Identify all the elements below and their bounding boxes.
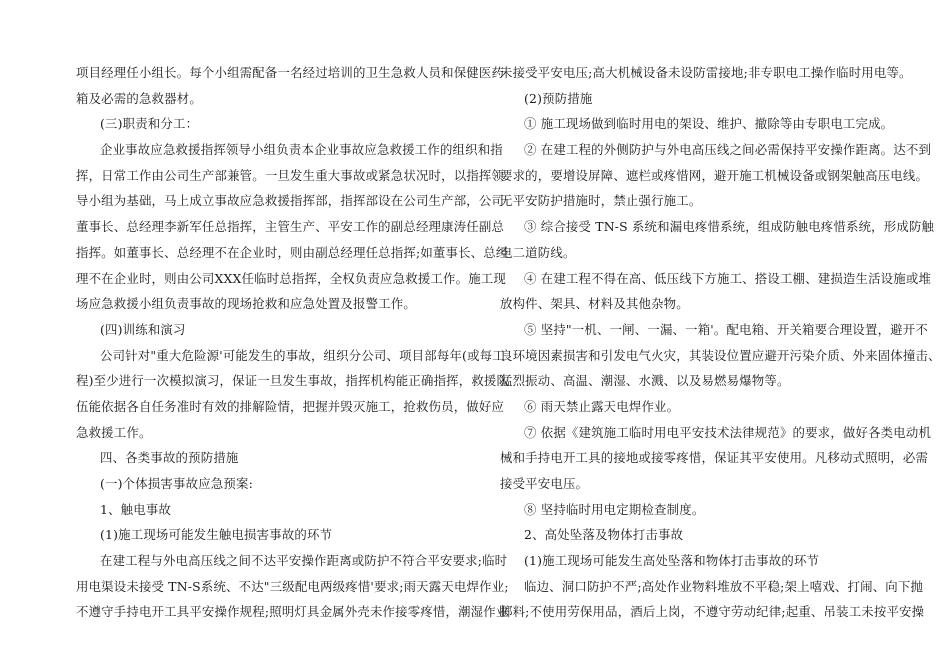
text-line: 未接受平安电压;高大机械设备未设防雷接地;非专职电工操作临时用电等。 (500, 65, 912, 80)
text-line: 导小组为基础，马上成立事故应急救援指挥部，指挥部设在公司生产部，公司 (76, 193, 505, 209)
text-line: 挥，日常工作由公司生产部兼管。一旦发生重大事故或紧急状况时，以指挥领 (76, 167, 505, 183)
text-line: 箱及必需的急救器材。 (76, 90, 202, 106)
text-line: 良环境因素损害和引发电气火灾，其装设位置应避开污染介质、外来固体撞击、 (500, 347, 941, 363)
text-line: 1、触电事故 (100, 501, 172, 517)
text-line: 无平安防护措施时，禁止强行施工。 (500, 193, 702, 209)
text-line: 董事长、总经理李新军任总指挥，主管生产、平安工作的副总经理康涛任副总 (76, 219, 505, 235)
left-column (76, 60, 510, 625)
text-line: 2、高处坠落及物体打击事故 (524, 527, 684, 543)
text-line: 伍能依据各自任务准时有效的排解险情，把握并毁灭施工，抢救伤员，做好应 (76, 398, 505, 414)
text-line: 猛烈振动、高温、潮湿、水溅、以及易燃易爆物等。 (500, 373, 790, 389)
text-line: 不遵守手持电开工具平安操作规程;照明灯具金属外壳未作接零疼惜，潮湿作业 (76, 604, 509, 620)
text-line: 电二道防线。 (500, 244, 576, 260)
text-line: 四、各类事故的预防措施 (100, 450, 239, 466)
text-line: 企业事故应急救援指挥领导小组负责本企业事故应急救援工作的组织和指 (100, 142, 503, 158)
text-line: 临边、洞口防护不严;高处作业物料堆放不平稳;架上嘻戏、打闹、向下抛 (524, 578, 924, 594)
text-line: (四)训练和演习 (100, 321, 186, 337)
text-line: 接受平安电压。 (500, 476, 589, 491)
text-line: 理不在企业时，则由公司XXX任临时总指挥，全权负责应急救援工作。施工现 (76, 270, 506, 286)
text-line: (2)预防措施 (524, 90, 593, 106)
text-line: (1)施工现场可能发生触电损害事故的环节 (100, 527, 333, 543)
text-line: 急救援工作。 (76, 424, 152, 440)
text-line: 械和手持电开工具的接地或接零疼惜，保证其平安使用。凡移动式照明，必需 (500, 450, 929, 466)
text-line: ① 施工现场做到临时用电的架设、维护、撤除等由专职电工完成。 (524, 116, 894, 132)
text-line: (三)职责和分工： (100, 116, 199, 132)
text-line: ⑥ 雨天禁止露天电焊作业。 (524, 398, 680, 414)
text-line: ④ 在建工程不得在高、低压线下方施工、搭设工棚、建损造生活设施或堆 (524, 270, 932, 286)
text-line: 场应急救援小组负责事故的现场抢救和应急处置及报警工作。 (76, 296, 416, 312)
text-line: 指挥。如董事长、总经理不在企业时，则由副总经理任总指挥;如董事长、总经 (76, 244, 509, 260)
text-line: 公司针对"重大危险源'可能发生的事故，组织分公司、项目部每年(或每工 (100, 347, 505, 363)
text-line: ③ 综合接受 TN-S 系统和漏电疼惜系统，组成防触电疼惜系统，形成防触 (524, 219, 935, 235)
right-column (500, 60, 941, 625)
text-line: ⑦ 依据《建筑施工临时用电平安技术法律规范》的要求，做好各类电动机 (524, 424, 932, 440)
text-line: 用电渠设未接受 TN-S系统、不达"三级配电两级疼惜'要求;雨天露天电焊作业; (76, 578, 509, 594)
text-line: 要求的，要增设屏障、遮栏或疼惜网，避开施工机械设备或钢架触高压电线。 (500, 167, 929, 183)
text-line: ⑤ 坚持"一机、一闸、一漏、一箱'。配电箱、开关箱要合理设置，避开不 (524, 321, 928, 337)
text-line: 程)至少进行一次模拟演习，保证一旦发生事故，指挥机构能正确指挥，救援队 (76, 373, 510, 389)
text-line: 在建工程与外电高压线之间不达平安操作距离或防护不符合平安要求;临时 (100, 553, 508, 569)
text-line: ⑧ 坚持临时用电定期检查制度。 (524, 501, 705, 517)
text-line: 放构件、架具、材料及其他杂物。 (500, 296, 689, 312)
text-line: ② 在建工程的外侧防护与外电高压线之间必需保持平安操作距离。达不到 (524, 142, 932, 158)
text-line: 项目经理任小组长。每个小组需配备一名经过培训的卫生急救人员和保健医药 (76, 65, 505, 80)
text-line: (1)施工现场可能发生高处坠落和物体打击事故的环节 (524, 553, 820, 569)
text-line: (一)个体损害事故应急预案: (100, 476, 253, 491)
text-line: 掷料;不使用劳保用品，酒后上岗，不遵守劳动纪律;起重、吊装工未按平安操 (500, 604, 925, 620)
